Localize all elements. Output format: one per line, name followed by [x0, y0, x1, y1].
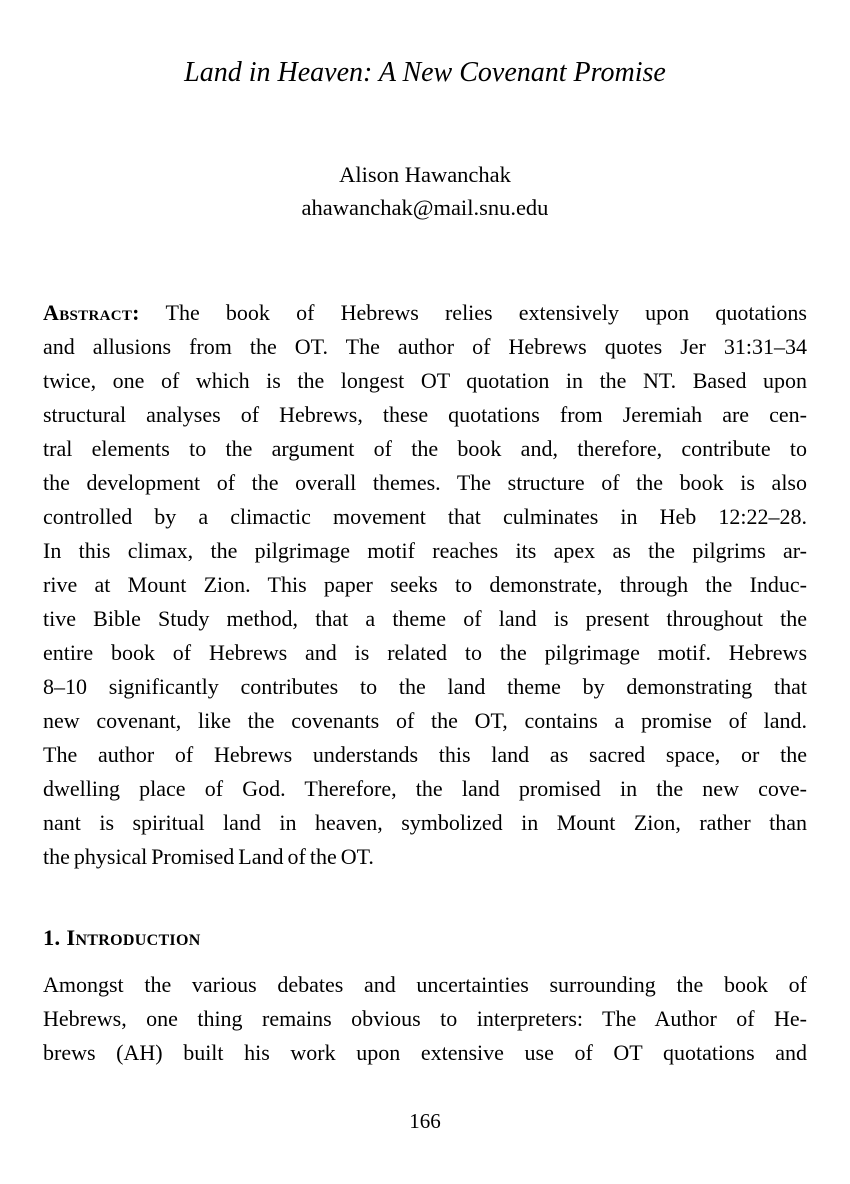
- abstract-line-text: The book of Hebrews relies extensively upon quotations: [139, 300, 807, 325]
- abstract-paragraph: [43, 296, 807, 874]
- author-block: [0, 158, 850, 224]
- section-heading-introduction: 1. Introduction: [43, 925, 201, 950]
- abstract-line: nant is spiritual land in heaven, symbolized in Mount Zion, rather than: [43, 810, 807, 835]
- abstract-line: 8–10 significantly contributes to the land theme by demonstrating that: [43, 674, 807, 699]
- abstract-line: [43, 296, 807, 330]
- abstract-line: In this climax, the pilgrimage motif reaches its apex as the pilgrims ar-: [43, 538, 807, 563]
- abstract-line: dwelling place of God. Therefore, the land promised in the new cove-: [43, 776, 807, 801]
- page-number: 166: [409, 1109, 441, 1133]
- abstract-line: structural analyses of Hebrews, these quotations from Jeremiah are cen-: [43, 402, 807, 427]
- abstract-line: entire book of Hebrews and is related to the pilgrimage motif. Hebrews: [43, 640, 807, 665]
- paper-title: Land in Heaven: A New Covenant Promise: [184, 57, 666, 88]
- introduction-paragraph: [43, 968, 807, 1070]
- abstract-line: tive Bible Study method, that a theme of land is present throughout the: [43, 606, 807, 631]
- abstract-line: The author of Hebrews understands this land as sacred space, or the: [43, 742, 807, 767]
- abstract-line: and allusions from the OT. The author of Hebrews quotes Jer 31:31–34: [43, 334, 807, 359]
- introduction-line: Hebrews, one thing remains obvious to interpreters: The Author of He-: [43, 1006, 807, 1031]
- abstract-last-line: the physical Promised Land of the OT.: [43, 844, 374, 869]
- introduction-line: brews (AH) built his work upon extensive use of OT quotations and: [43, 1040, 807, 1065]
- author-email: ahawanchak@mail.snu.edu: [301, 195, 549, 220]
- introduction-line: Amongst the various debates and uncertainties surrounding the book of: [43, 972, 807, 997]
- abstract-line: new covenant, like the covenants of the OT, contains a promise of land.: [43, 708, 807, 733]
- abstract-line: the development of the overall themes. The structure of the book is also: [43, 470, 807, 495]
- abstract-line: rive at Mount Zion. This paper seeks to demonstrate, through the Induc-: [43, 572, 807, 597]
- abstract-line: twice, one of which is the longest OT quotation in the NT. Based upon: [43, 368, 807, 393]
- abstract-line: controlled by a climactic movement that culminates in Heb 12:22–28.: [43, 504, 807, 529]
- author-name: Alison Hawanchak: [339, 162, 511, 187]
- abstract-line: tral elements to the argument of the book and, therefore, contribute to: [43, 436, 807, 461]
- abstract-label: Abstract:: [43, 300, 140, 325]
